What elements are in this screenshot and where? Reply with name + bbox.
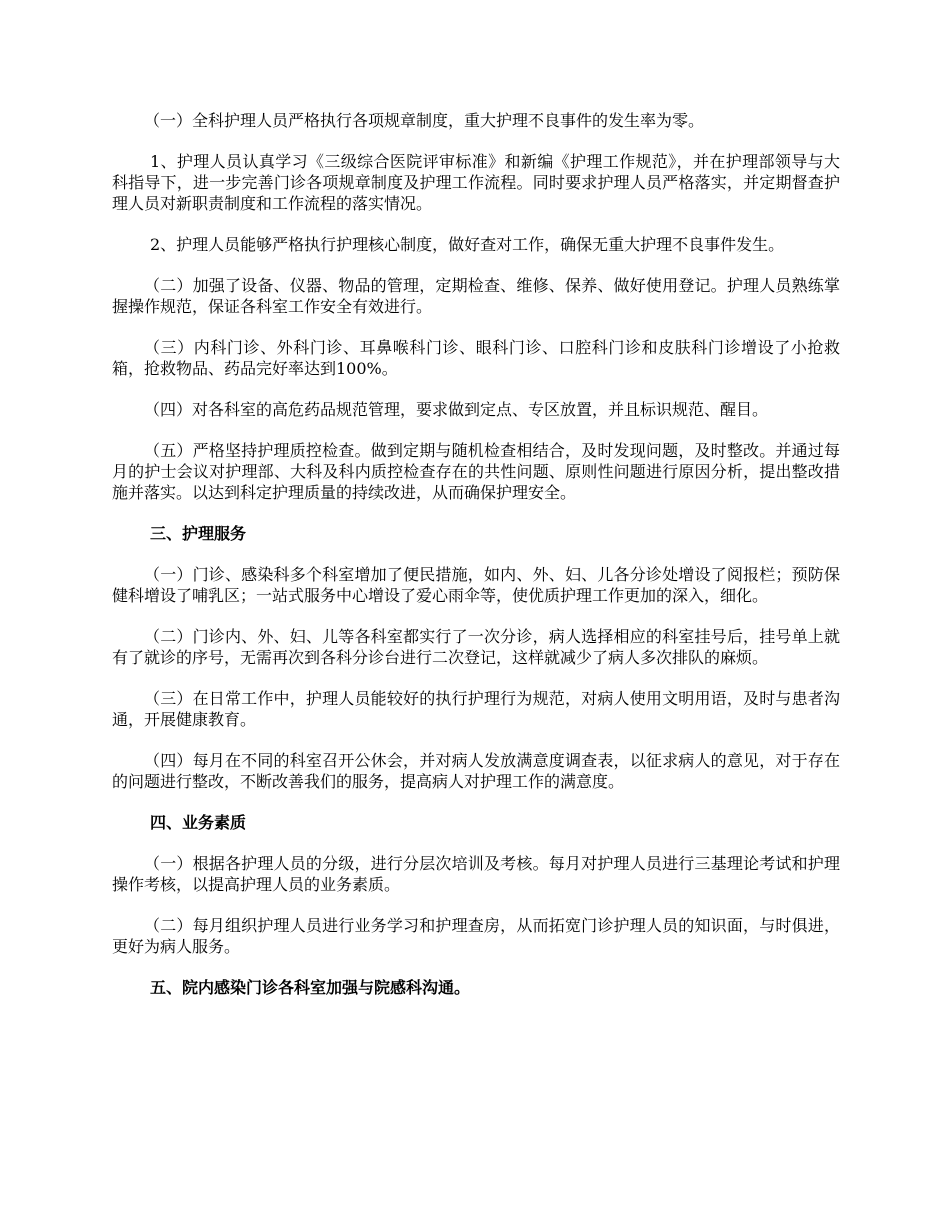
paragraph: 2、护理人员能够严格执行护理核心制度，做好查对工作，确保无重大护理不良事件发生。: [150, 235, 785, 254]
paragraph: （一）根据各护理人员的分级，进行分层次培训及考核。每月对护理人员进行三基理论考试和护理操作考核，以提高护理人员的业务素质。: [112, 854, 840, 894]
section-heading: 三、护理服务: [150, 524, 247, 543]
paragraph: （三）在日常工作中，护理人员能较好的执行护理行为规范，对病人使用文明用语，及时与患者沟通，开展健康教育。: [112, 689, 840, 729]
paragraph: （二）加强了设备、仪器、物品的管理，定期检查、维修、保养、做好使用登记。护理人员熟练掌握操作规范，保证各科室工作安全有效进行。: [112, 276, 840, 316]
document-page: [112, 110, 840, 1018]
paragraph: 1、护理人员认真学习《三级综合医院评审标准》和新编《护理工作规范》，并在护理部领导与大科指导下，进一步完善门诊各项规章制度及护理工作流程。同时要求护理人员严格落实，并定期督查护理人员对新职责制度和工作流程的落实情况。: [112, 152, 840, 213]
paragraph: （四）对各科室的高危药品规范管理，要求做到定点、专区放置，并且标识规范、醒目。: [144, 400, 769, 419]
section-heading: 四、业务素质: [150, 813, 247, 832]
paragraph: （二）门诊内、外、妇、儿等各科室都实行了一次分诊，病人选择相应的科室挂号后，挂号单上就有了就诊的序号，无需再次到各科分诊台进行二次登记，这样就减少了病人多次排队的麻烦。: [112, 627, 840, 667]
section-heading: 五、院内感染门诊各科室加强与院感科沟通。: [150, 978, 471, 997]
paragraph: （五）严格坚持护理质控检查。做到定期与随机检查相结合，及时发现问题，及时整改。并通过每月的护士会议对护理部、大科及科内质控检查存在的共性问题、原则性问题进行原因分析，提出整改措施并落实。以达到科定护理质量的持续改进，从而确保护理安全。: [112, 441, 840, 502]
paragraph: （一）门诊、感染科多个科室增加了便民措施，如内、外、妇、儿各分诊处增设了阅报栏；预防保健科增设了哺乳区；一站式服务中心增设了爱心雨伞等，使优质护理工作更加的深入，细化。: [112, 565, 840, 605]
paragraph: （二）每月组织护理人员进行业务学习和护理查房，从而拓宽门诊护理人员的知识面，与时俱进，更好为病人服务。: [112, 916, 840, 956]
paragraph: （一）全科护理人员严格执行各项规章制度，重大护理不良事件的发生率为零。: [144, 111, 705, 130]
paragraph: （四）每月在不同的科室召开公休会，并对病人发放满意度调查表，以征求病人的意见，对于存在的问题进行整改，不断改善我们的服务，提高病人对护理工作的满意度。: [112, 751, 840, 791]
paragraph: （三）内科门诊、外科门诊、耳鼻喉科门诊、眼科门诊、口腔科门诊和皮肤科门诊增设了小抢救箱，抢救物品、药品完好率达到100%。: [112, 338, 840, 378]
